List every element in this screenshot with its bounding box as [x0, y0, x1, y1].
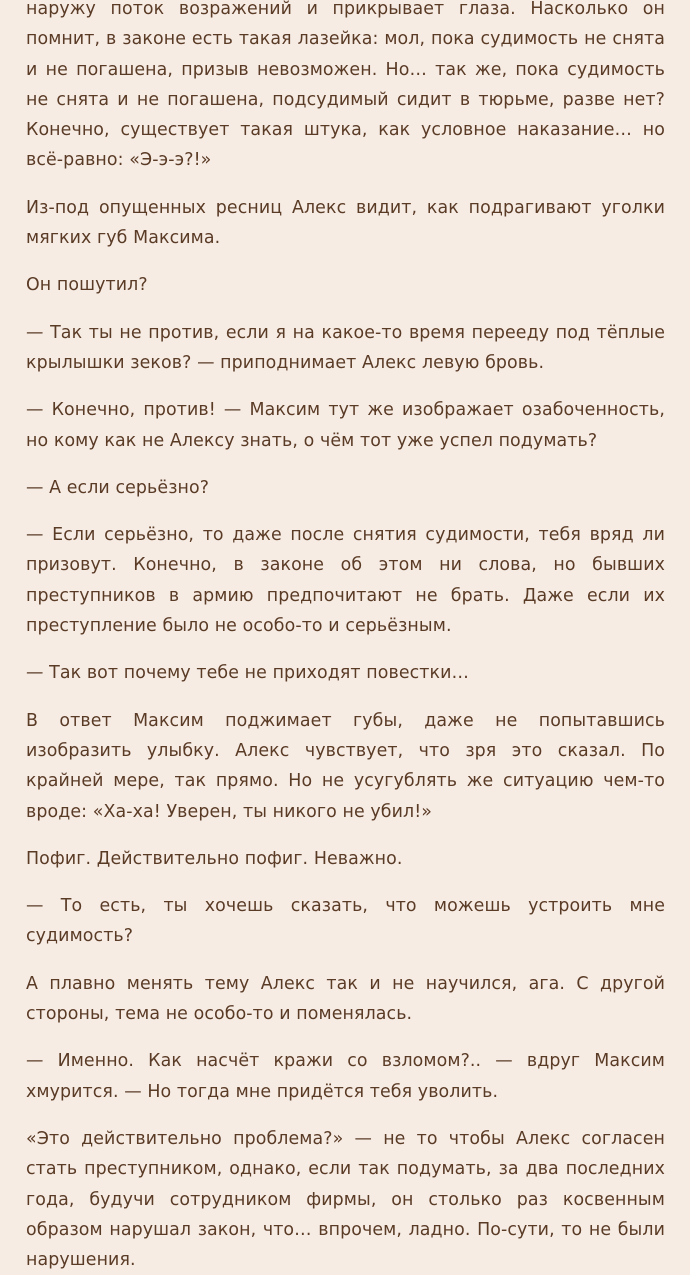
paragraph-gap [26, 301, 665, 318]
paragraph-5: — Конечно, против! — Максим тут же изображает озабоченность, но кому как не Алексу знать, о чём тот уже успел подумать? [26, 400, 665, 451]
paragraph-gap [26, 827, 665, 844]
paragraph-gap [26, 641, 665, 658]
paragraph-1: наружу поток возражений и прикрывает глаза. Насколько он помнит, в законе есть такая лазейка: мол, пока судимость не снята и не погашена, призыв невозможен. Но… так же, пока судимость не снята и не погашена, подсудимый сидит в тюрьме, разве нет? Конечно, существует такая штука, как условное наказание… но всё-равно: «Э-э-э?!» [26, 0, 665, 171]
paragraph-13: — Именно. Как насчёт кражи со взломом?.. — вдруг Максим хмурится. — Но тогда мне придётся тебя уволить. [26, 1051, 665, 1102]
paragraph-gap [26, 1107, 665, 1124]
paragraph-gap [26, 503, 665, 520]
paragraph-gap [26, 456, 665, 473]
paragraph-9: В ответ Максим поджимает губы, даже не попытавшись изобразить улыбку. Алекс чувствует, что зря это сказал. По крайней мере, так прямо. Но не усугублять же ситуацию чем-то вроде: «Ха-ха! Уверен, ты никого не убил!» [26, 710, 665, 822]
paragraph-gap [26, 1029, 665, 1046]
paragraph-6: — А если серьёзно? [26, 477, 210, 498]
paragraph-gap [26, 378, 665, 395]
paragraph-gap [26, 253, 665, 270]
paragraph-4: — Так ты не против, если я на какое-то время перееду под тёплые крылышки зеков? — приподнимает Алекс левую бровь. [26, 322, 665, 373]
paragraph-2: Из-под опущенных ресниц Алекс видит, как подрагивают уголки мягких губ Максима. [26, 197, 665, 249]
paragraph-gap [26, 952, 665, 969]
paragraph-3: Он пошутил? [26, 275, 148, 296]
paragraph-14: «Это действительно проблема?» — не то чтобы Алекс согласен стать преступником, однако, если так подумать, за два последних года, будучи сотрудником фирмы, он столько раз косвенным образом нарушал закон, что… впрочем, ладно. По-сути, то не были нарушения. [26, 1128, 665, 1271]
paragraph-7: — Если серьёзно, то даже после снятия судимости, тебя вряд ли призовут. Конечно, в законе об этом ни слова, но бывших преступников в армию предпочитают не брать. Даже если их преступление было не особо-то и серьёзным. [26, 525, 665, 637]
paragraph-gap [26, 689, 665, 706]
paragraph-gap [26, 874, 665, 891]
paragraph-gap [26, 176, 665, 193]
paragraph-10: Пофиг. Действительно пофиг. Неважно. [26, 848, 403, 869]
paragraph-11: — То есть, ты хочешь сказать, что можешь устроить мне судимость? [26, 896, 665, 947]
paragraph-8: — Так вот почему тебе не приходят повестки… [26, 663, 470, 684]
paragraph-12: А плавно менять тему Алекс так и не научился, ага. С другой стороны, тема не особо-то и поменялась. [26, 973, 665, 1025]
